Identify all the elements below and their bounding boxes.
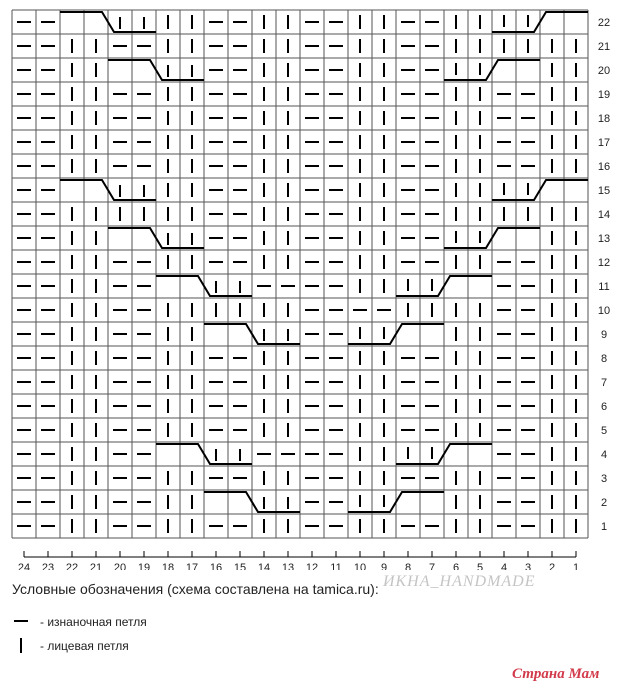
row-number: 5: [600, 425, 608, 437]
column-number: 10: [353, 562, 367, 570]
column-number: 12: [305, 562, 319, 570]
column-number: 2: [548, 562, 556, 570]
column-number: 7: [428, 562, 436, 570]
legend-purl-label: - изнаночная петля: [40, 615, 147, 629]
row-number: 19: [597, 89, 611, 101]
site-logo: Страна Мам: [512, 666, 600, 682]
row-number: 8: [600, 353, 608, 365]
row-number: 15: [597, 185, 611, 197]
watermark-text: ИКНА_HANDMADE: [383, 573, 536, 590]
column-number: 14: [257, 562, 271, 570]
row-number: 14: [597, 209, 611, 221]
column-number: 6: [452, 562, 460, 570]
column-number: 1: [572, 562, 580, 570]
column-number: 3: [524, 562, 532, 570]
column-number: 9: [380, 562, 388, 570]
purl-symbol-icon: [12, 614, 32, 630]
row-number: 18: [597, 113, 611, 125]
legend-title: Условные обозначения (схема составлена на tamica.ru):: [12, 581, 379, 597]
column-number: 19: [137, 562, 151, 570]
column-number: 5: [476, 562, 484, 570]
row-number: 20: [597, 65, 611, 77]
row-number: 16: [597, 161, 611, 173]
column-number: 22: [65, 562, 79, 570]
row-number: 3: [600, 473, 608, 485]
column-number: 24: [17, 562, 31, 570]
row-number: 6: [600, 401, 608, 413]
column-number: 11: [330, 562, 342, 570]
row-number: 11: [598, 281, 610, 293]
row-number: 21: [597, 41, 611, 53]
column-number: 20: [113, 562, 127, 570]
row-number: 12: [597, 257, 611, 269]
column-number: 23: [41, 562, 55, 570]
row-number: 22: [597, 17, 611, 29]
column-number: 8: [404, 562, 412, 570]
row-number: 9: [600, 329, 608, 341]
row-number: 10: [597, 305, 611, 317]
column-number: 4: [500, 562, 508, 570]
column-number: 15: [233, 562, 247, 570]
column-number: 13: [281, 562, 295, 570]
row-number: 4: [600, 449, 608, 461]
row-number: 2: [600, 497, 608, 509]
legend-knit-label: - лицевая петля: [40, 639, 129, 653]
knit-symbol-icon: [12, 638, 32, 654]
row-number: 13: [597, 233, 611, 245]
column-number: 16: [209, 562, 223, 570]
column-number: 21: [89, 562, 103, 570]
column-number: 17: [185, 562, 199, 570]
column-number: 18: [161, 562, 175, 570]
row-number: 7: [600, 377, 608, 389]
row-number: 1: [600, 521, 608, 533]
row-number: 17: [597, 137, 611, 149]
